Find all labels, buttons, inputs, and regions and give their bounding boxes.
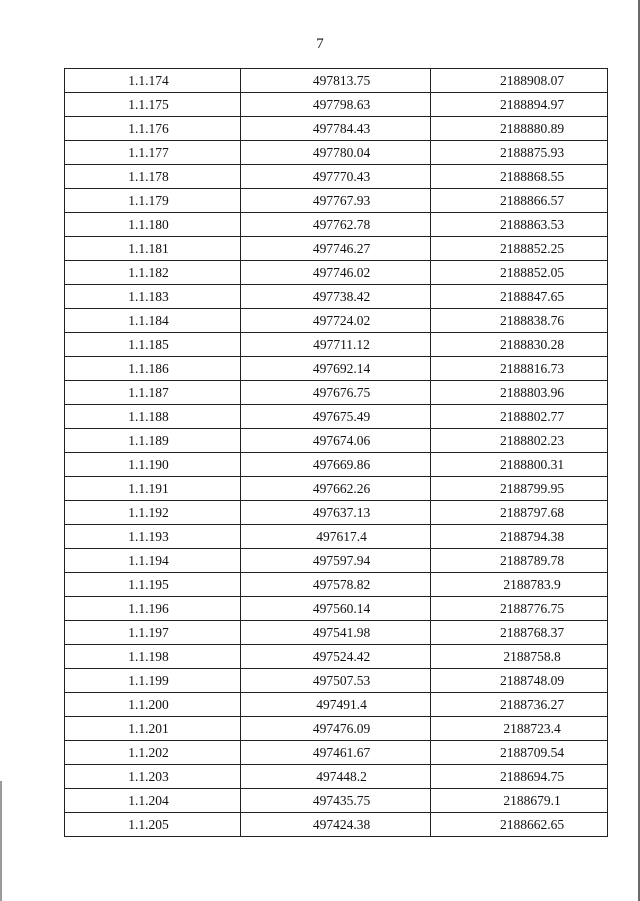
x-coordinate-cell: 497767.93 <box>241 189 431 213</box>
table-row <box>65 549 608 573</box>
point-id-cell: 1.1.174 <box>65 69 241 93</box>
y-coordinate-cell: 2188768.37 <box>431 621 608 645</box>
table-row <box>65 813 608 837</box>
y-coordinate-cell: 2188694.75 <box>431 765 608 789</box>
x-coordinate-cell: 497784.43 <box>241 117 431 141</box>
x-coordinate-cell: 497813.75 <box>241 69 431 93</box>
point-id-cell: 1.1.176 <box>65 117 241 141</box>
x-coordinate-cell: 497435.75 <box>241 789 431 813</box>
y-coordinate-cell: 2188868.55 <box>431 165 608 189</box>
x-coordinate-cell: 497560.14 <box>241 597 431 621</box>
point-id-cell: 1.1.193 <box>65 525 241 549</box>
point-id-cell: 1.1.191 <box>65 477 241 501</box>
x-coordinate-cell: 497597.94 <box>241 549 431 573</box>
y-coordinate-cell: 2188799.95 <box>431 477 608 501</box>
y-coordinate-cell: 2188816.73 <box>431 357 608 381</box>
point-id-cell: 1.1.185 <box>65 333 241 357</box>
x-coordinate-cell: 497424.38 <box>241 813 431 837</box>
y-coordinate-cell: 2188800.31 <box>431 453 608 477</box>
point-id-cell: 1.1.199 <box>65 669 241 693</box>
point-id-cell: 1.1.179 <box>65 189 241 213</box>
x-coordinate-cell: 497738.42 <box>241 285 431 309</box>
point-id-cell: 1.1.204 <box>65 789 241 813</box>
y-coordinate-cell: 2188662.65 <box>431 813 608 837</box>
x-coordinate-cell: 497770.43 <box>241 165 431 189</box>
point-id-cell: 1.1.182 <box>65 261 241 285</box>
point-id-cell: 1.1.183 <box>65 285 241 309</box>
point-id-cell: 1.1.190 <box>65 453 241 477</box>
point-id-cell: 1.1.188 <box>65 405 241 429</box>
y-coordinate-cell: 2188847.65 <box>431 285 608 309</box>
y-coordinate-cell: 2188776.75 <box>431 597 608 621</box>
x-coordinate-cell: 497637.13 <box>241 501 431 525</box>
table-row <box>65 669 608 693</box>
table-row <box>65 237 608 261</box>
page-number: 7 <box>316 36 324 52</box>
table-row <box>65 645 608 669</box>
point-id-cell: 1.1.194 <box>65 549 241 573</box>
x-coordinate-cell: 497491.4 <box>241 693 431 717</box>
y-coordinate-cell: 2188723.4 <box>431 717 608 741</box>
y-coordinate-cell: 2188863.53 <box>431 213 608 237</box>
table-row <box>65 69 608 93</box>
x-coordinate-cell: 497675.49 <box>241 405 431 429</box>
x-coordinate-cell: 497711.12 <box>241 333 431 357</box>
x-coordinate-cell: 497507.53 <box>241 669 431 693</box>
point-id-cell: 1.1.175 <box>65 93 241 117</box>
x-coordinate-cell: 497762.78 <box>241 213 431 237</box>
point-id-cell: 1.1.205 <box>65 813 241 837</box>
table-row <box>65 525 608 549</box>
table-row <box>65 261 608 285</box>
x-coordinate-cell: 497524.42 <box>241 645 431 669</box>
x-coordinate-cell: 497780.04 <box>241 141 431 165</box>
y-coordinate-cell: 2188797.68 <box>431 501 608 525</box>
x-coordinate-cell: 497448.2 <box>241 765 431 789</box>
table-row <box>65 573 608 597</box>
table-row <box>65 477 608 501</box>
y-coordinate-cell: 2188783.9 <box>431 573 608 597</box>
point-id-cell: 1.1.201 <box>65 717 241 741</box>
table-row <box>65 789 608 813</box>
table-row <box>65 381 608 405</box>
x-coordinate-cell: 497746.27 <box>241 237 431 261</box>
y-coordinate-cell: 2188802.23 <box>431 429 608 453</box>
x-coordinate-cell: 497476.09 <box>241 717 431 741</box>
coordinates-table <box>64 68 608 837</box>
point-id-cell: 1.1.203 <box>65 765 241 789</box>
x-coordinate-cell: 497617.4 <box>241 525 431 549</box>
y-coordinate-cell: 2188866.57 <box>431 189 608 213</box>
y-coordinate-cell: 2188908.07 <box>431 69 608 93</box>
x-coordinate-cell: 497746.02 <box>241 261 431 285</box>
y-coordinate-cell: 2188802.77 <box>431 405 608 429</box>
y-coordinate-cell: 2188748.09 <box>431 669 608 693</box>
table-row <box>65 333 608 357</box>
x-coordinate-cell: 497461.67 <box>241 741 431 765</box>
x-coordinate-cell: 497692.14 <box>241 357 431 381</box>
x-coordinate-cell: 497578.82 <box>241 573 431 597</box>
table-row <box>65 213 608 237</box>
y-coordinate-cell: 2188894.97 <box>431 93 608 117</box>
coordinates-table-body <box>65 69 608 837</box>
y-coordinate-cell: 2188852.05 <box>431 261 608 285</box>
x-coordinate-cell: 497669.86 <box>241 453 431 477</box>
point-id-cell: 1.1.198 <box>65 645 241 669</box>
y-coordinate-cell: 2188794.38 <box>431 525 608 549</box>
point-id-cell: 1.1.181 <box>65 237 241 261</box>
point-id-cell: 1.1.202 <box>65 741 241 765</box>
y-coordinate-cell: 2188830.28 <box>431 333 608 357</box>
point-id-cell: 1.1.197 <box>65 621 241 645</box>
x-coordinate-cell: 497676.75 <box>241 381 431 405</box>
table-row <box>65 429 608 453</box>
point-id-cell: 1.1.180 <box>65 213 241 237</box>
point-id-cell: 1.1.186 <box>65 357 241 381</box>
y-coordinate-cell: 2188875.93 <box>431 141 608 165</box>
y-coordinate-cell: 2188789.78 <box>431 549 608 573</box>
table-row <box>65 597 608 621</box>
table-row <box>65 165 608 189</box>
x-coordinate-cell: 497662.26 <box>241 477 431 501</box>
table-row <box>65 189 608 213</box>
point-id-cell: 1.1.196 <box>65 597 241 621</box>
scan-edge-left <box>0 781 2 901</box>
table-row <box>65 93 608 117</box>
point-id-cell: 1.1.192 <box>65 501 241 525</box>
point-id-cell: 1.1.200 <box>65 693 241 717</box>
y-coordinate-cell: 2188838.76 <box>431 309 608 333</box>
y-coordinate-cell: 2188880.89 <box>431 117 608 141</box>
y-coordinate-cell: 2188709.54 <box>431 741 608 765</box>
table-row <box>65 405 608 429</box>
y-coordinate-cell: 2188852.25 <box>431 237 608 261</box>
table-row <box>65 285 608 309</box>
y-coordinate-cell: 2188758.8 <box>431 645 608 669</box>
y-coordinate-cell: 2188803.96 <box>431 381 608 405</box>
y-coordinate-cell: 2188736.27 <box>431 693 608 717</box>
point-id-cell: 1.1.195 <box>65 573 241 597</box>
table-row <box>65 141 608 165</box>
point-id-cell: 1.1.177 <box>65 141 241 165</box>
table-row <box>65 117 608 141</box>
x-coordinate-cell: 497674.06 <box>241 429 431 453</box>
table-row <box>65 741 608 765</box>
x-coordinate-cell: 497541.98 <box>241 621 431 645</box>
x-coordinate-cell: 497798.63 <box>241 93 431 117</box>
table-row <box>65 357 608 381</box>
table-row <box>65 765 608 789</box>
table-row <box>65 501 608 525</box>
point-id-cell: 1.1.187 <box>65 381 241 405</box>
table-row <box>65 693 608 717</box>
point-id-cell: 1.1.189 <box>65 429 241 453</box>
table-row <box>65 453 608 477</box>
point-id-cell: 1.1.184 <box>65 309 241 333</box>
x-coordinate-cell: 497724.02 <box>241 309 431 333</box>
point-id-cell: 1.1.178 <box>65 165 241 189</box>
table-row <box>65 621 608 645</box>
table-row <box>65 309 608 333</box>
table-row <box>65 717 608 741</box>
y-coordinate-cell: 2188679.1 <box>431 789 608 813</box>
